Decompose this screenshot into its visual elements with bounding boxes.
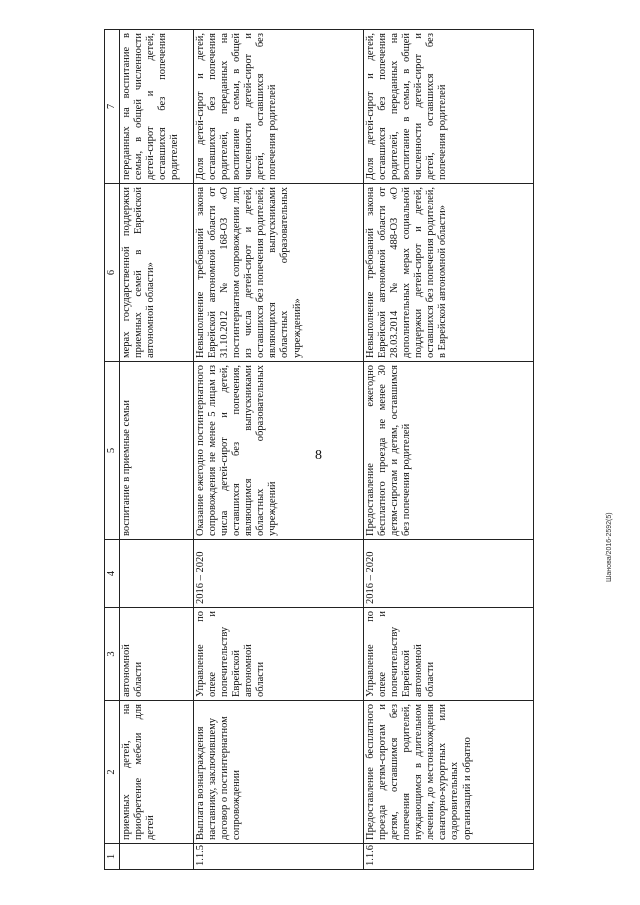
page-number: 8: [315, 448, 322, 463]
header-cell: 7: [105, 30, 120, 184]
header-cell: 2: [105, 701, 120, 844]
footer-note: Шанова/2016-2592(5): [606, 512, 613, 582]
table-row: [364, 30, 534, 870]
table-header-row: [105, 30, 120, 870]
header-cell: 1: [105, 844, 120, 870]
table-row: [120, 30, 194, 870]
header-cell: 3: [105, 608, 120, 701]
header-cell: 4: [105, 540, 120, 608]
program-table: [104, 29, 534, 870]
header-cell: 6: [105, 184, 120, 362]
indicator-cell: Доля детей-сирот и детей, оставшихся без попечения родителей, переданных на воспитание в семьи, в общей численности детей-сирот и детей, оставшихся без попечения родителей: [364, 30, 534, 184]
period-cell: [120, 540, 194, 608]
result-cell: Невыполнение требований закона Еврейской автономной области от 31.10.2012 № 168-ОЗ «О постинтернатном сопровождении лиц из числа детей-сирот и детей, оставшихся без попечения родителей, являющихся выпускниками областных образовательных учреждений»: [194, 184, 364, 362]
executor-cell: Управление по опеке и попечительству Еврейской автономной области: [364, 608, 534, 701]
table-row: [194, 30, 364, 870]
result-cell: мерах государственной поддержки приемных семей в Еврейской автономной области»: [120, 184, 194, 362]
row-number: [120, 844, 194, 870]
executor-cell: автономной области: [120, 608, 194, 701]
header-cell: 5: [105, 362, 120, 540]
period-cell: 2016 – 2020: [364, 540, 534, 608]
activity-cell: приемных детей, на приобретение мебели для детей: [120, 701, 194, 844]
period-cell: 2016 – 2020: [194, 540, 364, 608]
activity-cell: Выплата вознаграждения наставнику, заключившему договор о постинтернатном сопровождении: [194, 701, 364, 844]
executor-cell: Управление по опеке и попечительству Еврейской автономной области: [194, 608, 364, 701]
content-cell: Предоставление ежегодно бесплатного проезда не менее 30 детям-сиротам и детям, оставшимся без попечения родителей: [364, 362, 534, 540]
content-cell: Оказание ежегодно постинтернатного сопровождения не менее 5 лицам из числа детей-сирот и детей, оставшихся без попечения, являющимся выпускниками областных образовательных учреждений: [194, 362, 364, 540]
result-cell: Невыполнение требований закона Еврейской автономной области от 28.03.2014 № 488-ОЗ «О дополнительных мерах социальной поддержки детей-сирот и детей, оставшихся без попечения родителей, в Еврейской автономной области»: [364, 184, 534, 362]
content-cell: воспитание в приемные семьи: [120, 362, 194, 540]
row-number: 1.1.6: [364, 844, 534, 870]
rotated-table-container: [104, 30, 534, 870]
indicator-cell: Доля детей-сирот и детей, оставшихся без попечения родителей, переданных на воспитание в семьи, в общей численности детей-сирот и детей, оставшихся без попечения родителей: [194, 30, 364, 184]
indicator-cell: переданных на воспитание в семьи, в общей численности детей-сирот и детей, оставшихся без попечения родителей: [120, 30, 194, 184]
row-number: 1.1.5: [194, 844, 364, 870]
activity-cell: Предоставление бесплатного проезда детям-сиротам и детям, оставшимся без попечения родителей, нуждающимся в длительном лечении, до местонахождения санаторно-курортных или оздоровительных организаций и обратно: [364, 701, 534, 844]
